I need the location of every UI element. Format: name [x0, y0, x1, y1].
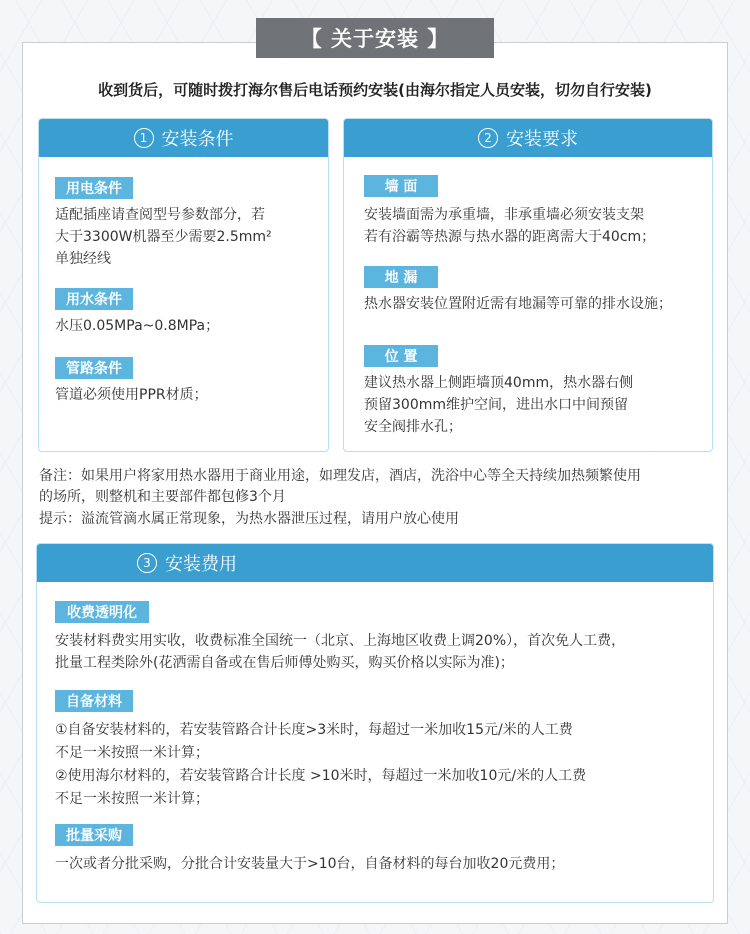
- tag-water: 用水条件: [55, 288, 133, 310]
- tip-text: 提示：溢流管滴水属正常现象，为热水器泄压过程，请用户放心使用: [39, 511, 459, 527]
- section-install-conditions: [38, 118, 329, 452]
- tag-power: 用电条件: [55, 177, 133, 199]
- section-header: [37, 544, 713, 582]
- section-title: 安装条件: [161, 129, 234, 150]
- tag-transparent-fees: 收费透明化: [55, 601, 149, 623]
- section-title: 安装费用: [165, 554, 237, 575]
- text-transparent-fees: 安装材料费实用实收，收费标准全国统一（北京、上海地区收费上调20%），首次免人工费， 批量工程类除外(花洒需自备或在售后师傅处购买，购买价格以实际为准)；: [55, 633, 626, 671]
- section-install-fees: [36, 543, 714, 903]
- section-number: 3: [137, 553, 157, 573]
- tag-position: 位 置: [364, 345, 438, 367]
- page-title: 【 关于安装 】: [256, 18, 494, 58]
- section-title: 安装要求: [506, 129, 578, 150]
- section-header: [39, 119, 328, 157]
- tag-self-materials: 自备材料: [55, 690, 133, 712]
- section-number: 2: [478, 128, 498, 148]
- tag-drain: 地 漏: [364, 266, 438, 288]
- tag-wall: 墙 面: [364, 175, 438, 197]
- intro-text: 收到货后，可随时拨打海尔售后电话预约安装(由海尔指定人员安装，切勿自行安装): [98, 81, 652, 99]
- text-pipe: 管道必须使用PPR材质；: [55, 387, 208, 403]
- section-header: [344, 119, 712, 157]
- remark-text: 备注：如果用户将家用热水器用于商业用途，如理发店，酒店，洗浴中心等全天持续加热频繁使用 的场所，则整机和主要部件都包修3个月: [39, 468, 641, 505]
- text-bulk-purchase: 一次或者分批采购，分批合计安装量大于>10台，自备材料的每台加收20元费用；: [55, 856, 565, 872]
- section-number: 1: [134, 128, 154, 148]
- text-wall: 安装墙面需为承重墙，非承重墙必须安装支架 若有浴霸等热源与热水器的距离需大于40cm；: [364, 207, 656, 245]
- text-position: 建议热水器上侧距墙顶40mm，热水器右侧 预留300mm维护空间，进出水口中间预留 安全阀排水孔；: [364, 375, 634, 435]
- text-drain: 热水器安装位置附近需有地漏等可靠的排水设施；: [364, 296, 672, 312]
- tag-pipe: 管路条件: [55, 357, 133, 379]
- text-power: 适配插座请查阅型号参数部分，若 大于3300W机器至少需要2.5mm² 单独经线: [55, 207, 272, 267]
- text-self-materials: ①自备安装材料的，若安装管路合计长度>3米时，每超过一米加收15元/米的人工费 不足一米按照一米计算； ②使用海尔材料的，若安装管路合计长度 >10米时，每超过一米加收10元/米的人工费 不足一米按照一米计算；: [55, 722, 587, 807]
- text-water: 水压0.05MPa~0.8MPa；: [55, 318, 220, 334]
- tag-bulk-purchase: 批量采购: [55, 824, 133, 846]
- section-install-requirements: [343, 118, 713, 452]
